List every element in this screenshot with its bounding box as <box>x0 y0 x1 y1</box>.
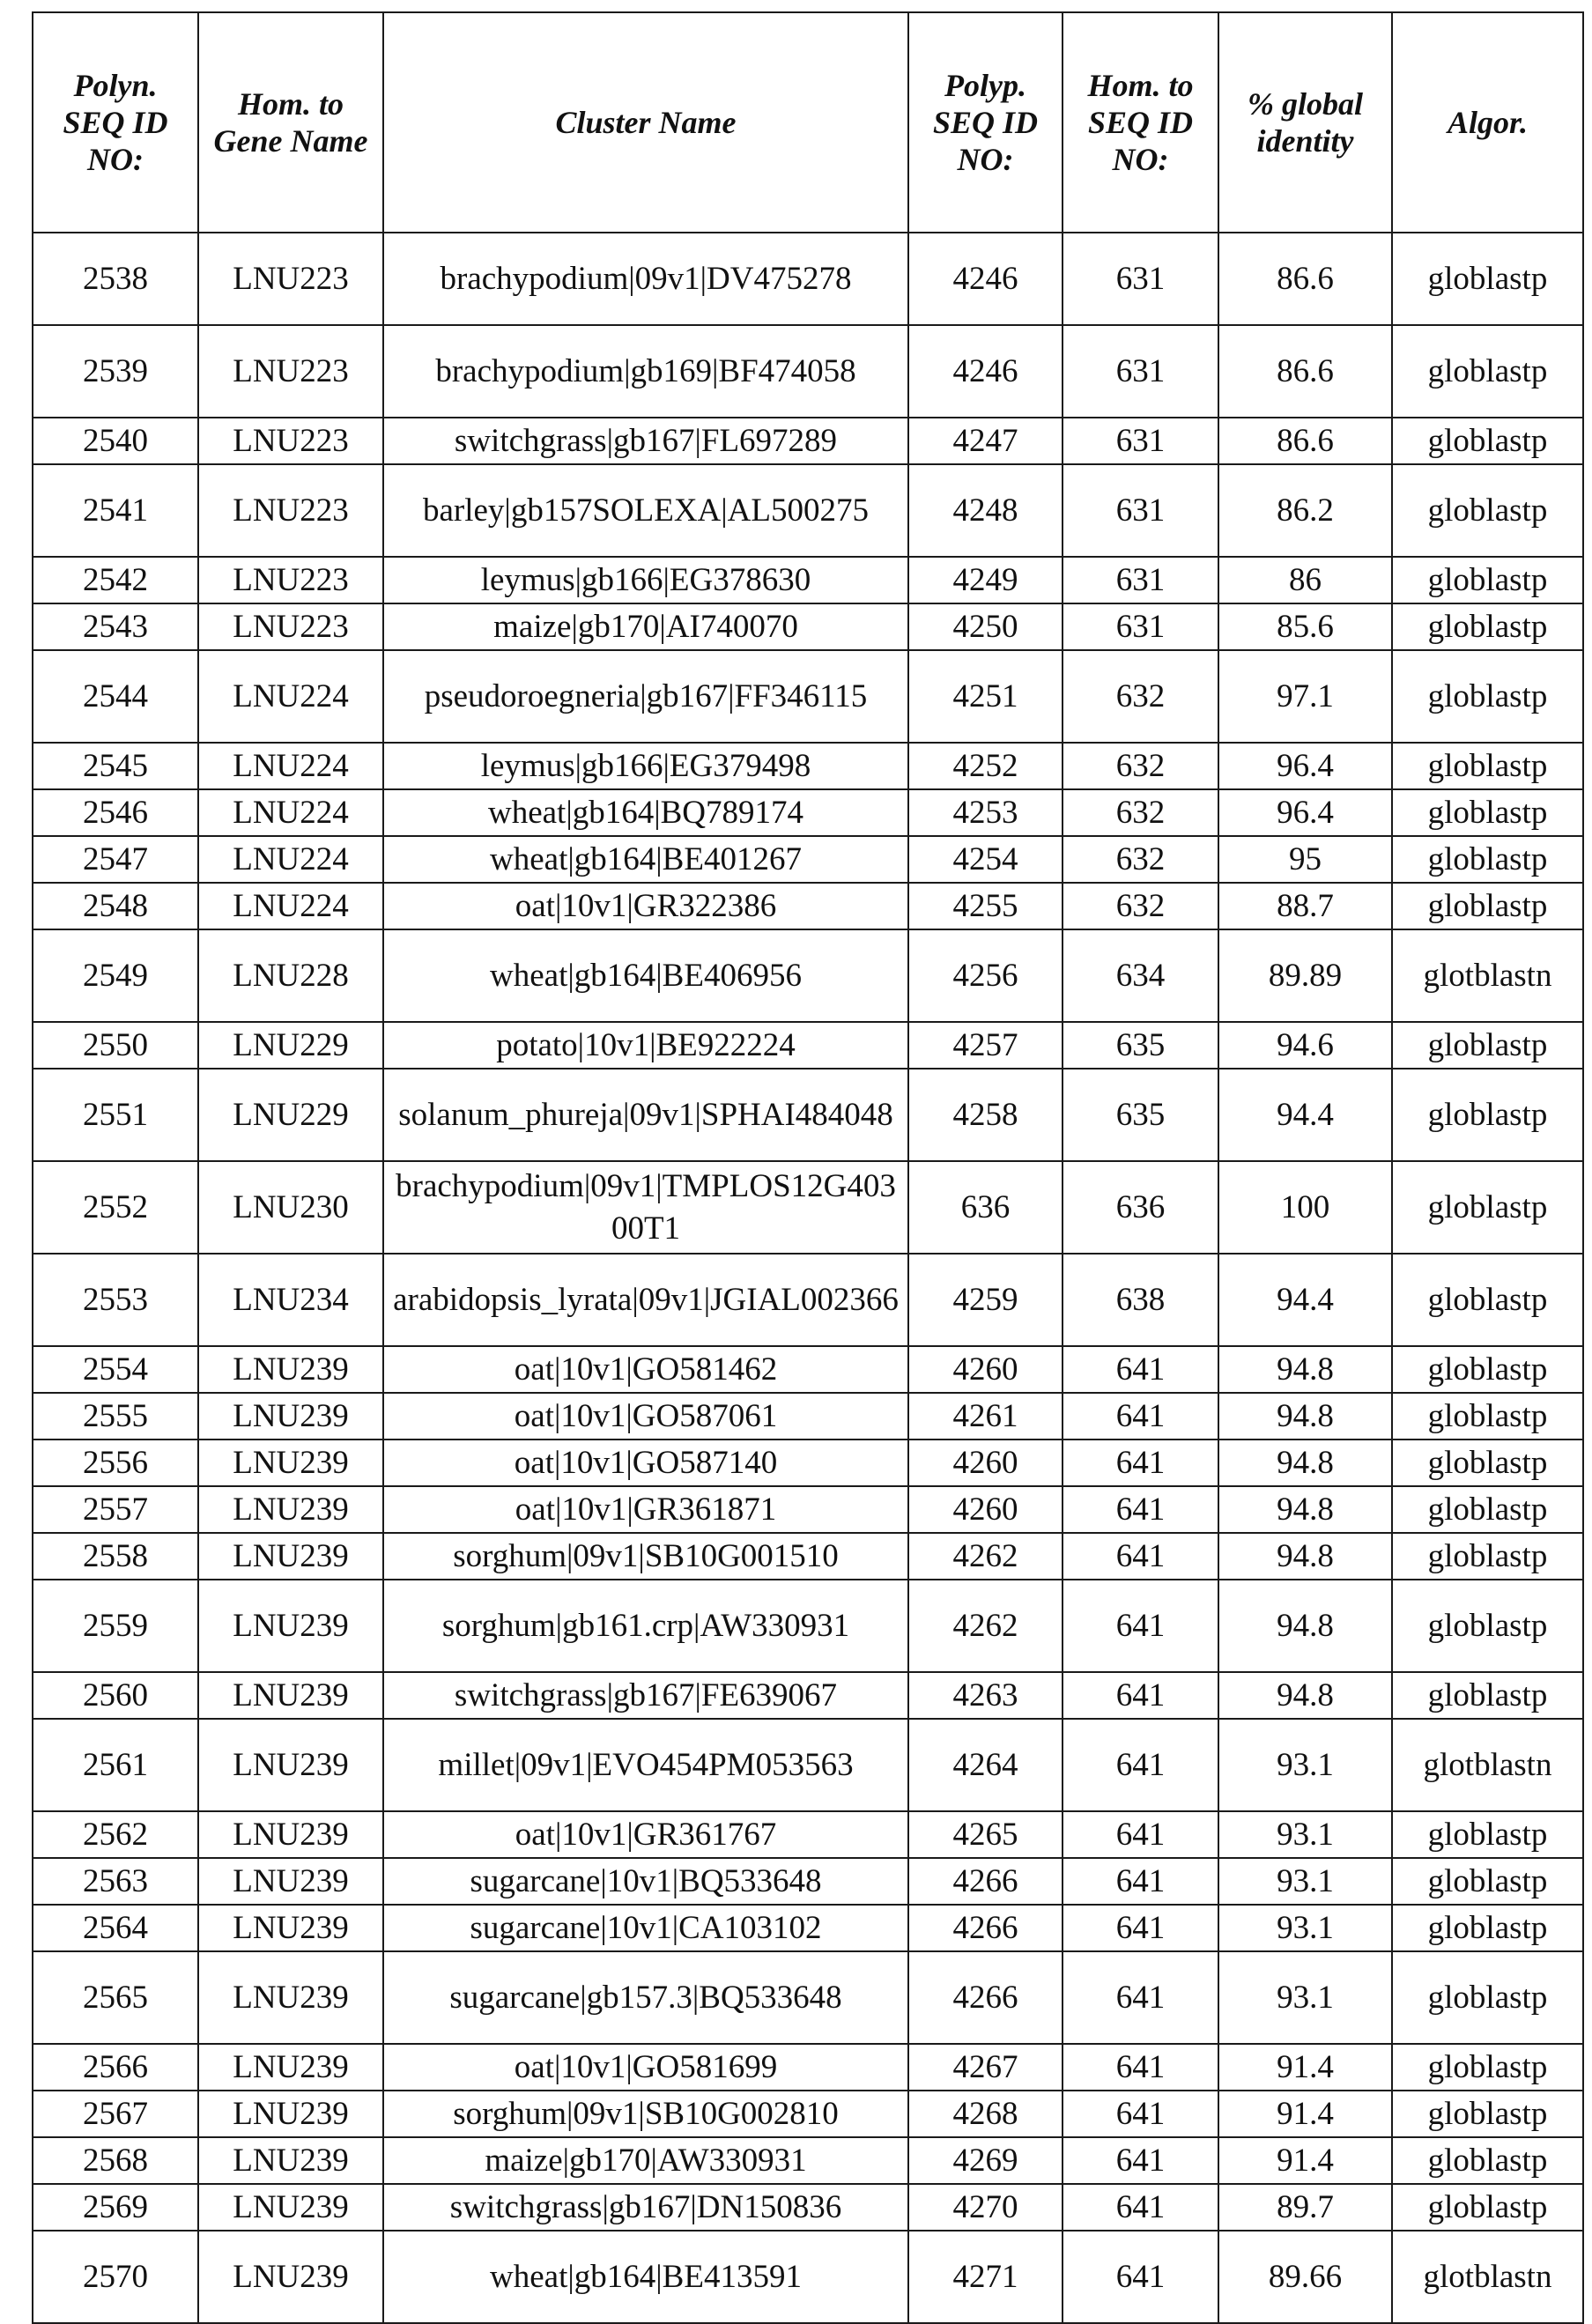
global-identity-cell: 88.7 <box>1218 883 1392 929</box>
gene-name-cell: LNU223 <box>198 418 383 464</box>
gene-name-cell: LNU224 <box>198 836 383 883</box>
cluster-name-cell: oat|10v1|GO587140 <box>383 1440 908 1486</box>
cluster-name-cell: oat|10v1|GO581462 <box>383 1346 908 1393</box>
hom-seq-id-cell: 641 <box>1063 1533 1218 1580</box>
table-row <box>33 1533 1583 1580</box>
hom-seq-id-cell: 632 <box>1063 650 1218 743</box>
polyp-seq-id-cell: 4258 <box>908 1069 1063 1161</box>
polyn-seq-id-cell: 2560 <box>33 1672 198 1719</box>
polyn-seq-id-cell: 2552 <box>33 1161 198 1254</box>
cluster-name-cell: wheat|gb164|BE401267 <box>383 836 908 883</box>
polyn-seq-id-cell: 2546 <box>33 789 198 836</box>
global-identity-cell: 86 <box>1218 557 1392 603</box>
gene-name-cell: LNU224 <box>198 883 383 929</box>
hom-seq-id-cell: 641 <box>1063 1858 1218 1905</box>
polyn-seq-id-cell: 2541 <box>33 464 198 557</box>
algorithm-cell: globlastp <box>1392 418 1583 464</box>
hom-seq-id-cell: 641 <box>1063 1486 1218 1533</box>
global-identity-cell: 86.6 <box>1218 233 1392 325</box>
cluster-name-cell: switchgrass|gb167|FL697289 <box>383 418 908 464</box>
polyp-seq-id-cell: 4264 <box>908 1719 1063 1811</box>
polyn-seq-id-cell: 2555 <box>33 1393 198 1440</box>
algorithm-cell: glotblastn <box>1392 1719 1583 1811</box>
polyp-seq-id-cell: 4266 <box>908 1951 1063 2044</box>
polyp-seq-id-cell: 4247 <box>908 418 1063 464</box>
polyn-seq-id-cell: 2566 <box>33 2044 198 2091</box>
polyp-seq-id-cell: 4251 <box>908 650 1063 743</box>
polyp-seq-id-cell: 4261 <box>908 1393 1063 1440</box>
hom-seq-id-cell: 641 <box>1063 2184 1218 2231</box>
global-identity-cell: 86.2 <box>1218 464 1392 557</box>
table-row <box>33 1719 1583 1811</box>
algorithm-cell: globlastp <box>1392 557 1583 603</box>
algorithm-cell: globlastp <box>1392 2184 1583 2231</box>
hom-seq-id-cell: 632 <box>1063 789 1218 836</box>
table-row <box>33 743 1583 789</box>
header-hom-seq-id: Hom. to SEQ ID NO: <box>1063 12 1218 233</box>
table-row <box>33 650 1583 743</box>
gene-name-cell: LNU223 <box>198 325 383 418</box>
polyn-seq-id-cell: 2563 <box>33 1858 198 1905</box>
polyp-seq-id-cell: 4271 <box>908 2231 1063 2323</box>
global-identity-cell: 96.4 <box>1218 789 1392 836</box>
polyn-seq-id-cell: 2565 <box>33 1951 198 2044</box>
gene-name-cell: LNU224 <box>198 650 383 743</box>
hom-seq-id-cell: 641 <box>1063 1672 1218 1719</box>
polyn-seq-id-cell: 2557 <box>33 1486 198 1533</box>
gene-name-cell: LNU223 <box>198 464 383 557</box>
gene-name-cell: LNU228 <box>198 929 383 1022</box>
header-polyp-seq-id: Polyp. SEQ ID NO: <box>908 12 1063 233</box>
polyp-seq-id-cell: 4262 <box>908 1580 1063 1672</box>
polyp-seq-id-cell: 4265 <box>908 1811 1063 1858</box>
hom-seq-id-cell: 641 <box>1063 1346 1218 1393</box>
cluster-name-cell: sugarcane|10v1|BQ533648 <box>383 1858 908 1905</box>
polyp-seq-id-cell: 4262 <box>908 1533 1063 1580</box>
cluster-name-cell: switchgrass|gb167|DN150836 <box>383 2184 908 2231</box>
algorithm-cell: globlastp <box>1392 1254 1583 1346</box>
table-row <box>33 1022 1583 1069</box>
cluster-name-cell: switchgrass|gb167|FE639067 <box>383 1672 908 1719</box>
algorithm-cell: glotblastn <box>1392 929 1583 1022</box>
header-row <box>33 12 1583 233</box>
hom-seq-id-cell: 631 <box>1063 603 1218 650</box>
algorithm-cell: globlastp <box>1392 1533 1583 1580</box>
table-row <box>33 1486 1583 1533</box>
cluster-name-cell: oat|10v1|GR322386 <box>383 883 908 929</box>
polyp-seq-id-cell: 4260 <box>908 1440 1063 1486</box>
algorithm-cell: globlastp <box>1392 1393 1583 1440</box>
polyp-seq-id-cell: 4267 <box>908 2044 1063 2091</box>
algorithm-cell: globlastp <box>1392 1858 1583 1905</box>
hom-seq-id-cell: 638 <box>1063 1254 1218 1346</box>
polyn-seq-id-cell: 2545 <box>33 743 198 789</box>
hom-seq-id-cell: 634 <box>1063 929 1218 1022</box>
polyp-seq-id-cell: 4268 <box>908 2091 1063 2137</box>
algorithm-cell: globlastp <box>1392 789 1583 836</box>
hom-seq-id-cell: 641 <box>1063 1440 1218 1486</box>
hom-seq-id-cell: 641 <box>1063 2091 1218 2137</box>
polyp-seq-id-cell: 4263 <box>908 1672 1063 1719</box>
global-identity-cell: 95 <box>1218 836 1392 883</box>
gene-name-cell: LNU234 <box>198 1254 383 1346</box>
cluster-name-cell: sugarcane|10v1|CA103102 <box>383 1905 908 1951</box>
cluster-name-cell: leymus|gb166|EG379498 <box>383 743 908 789</box>
gene-name-cell: LNU239 <box>198 1580 383 1672</box>
polyp-seq-id-cell: 636 <box>908 1161 1063 1254</box>
table-row <box>33 1811 1583 1858</box>
global-identity-cell: 94.8 <box>1218 1580 1392 1672</box>
gene-name-cell: LNU230 <box>198 1161 383 1254</box>
gene-name-cell: LNU239 <box>198 1811 383 1858</box>
global-identity-cell: 94.8 <box>1218 1346 1392 1393</box>
global-identity-cell: 97.1 <box>1218 650 1392 743</box>
algorithm-cell: globlastp <box>1392 2044 1583 2091</box>
polyn-seq-id-cell: 2550 <box>33 1022 198 1069</box>
cluster-name-cell: brachypodium|09v1|TMPLOS12G40300T1 <box>383 1161 908 1254</box>
table-row <box>33 325 1583 418</box>
algorithm-cell: globlastp <box>1392 1811 1583 1858</box>
gene-name-cell: LNU239 <box>198 2044 383 2091</box>
hom-seq-id-cell: 641 <box>1063 2044 1218 2091</box>
cluster-name-cell: wheat|gb164|BE406956 <box>383 929 908 1022</box>
algorithm-cell: globlastp <box>1392 1022 1583 1069</box>
polyp-seq-id-cell: 4259 <box>908 1254 1063 1346</box>
polyn-seq-id-cell: 2549 <box>33 929 198 1022</box>
cluster-name-cell: oat|10v1|GR361767 <box>383 1811 908 1858</box>
global-identity-cell: 89.66 <box>1218 2231 1392 2323</box>
table-row <box>33 233 1583 325</box>
gene-name-cell: LNU224 <box>198 789 383 836</box>
polyn-seq-id-cell: 2554 <box>33 1346 198 1393</box>
global-identity-cell: 91.4 <box>1218 2044 1392 2091</box>
header-cluster-name: Cluster Name <box>383 12 908 233</box>
hom-seq-id-cell: 641 <box>1063 2137 1218 2184</box>
polyp-seq-id-cell: 4269 <box>908 2137 1063 2184</box>
global-identity-cell: 100 <box>1218 1161 1392 1254</box>
header-gene-name: Hom. to Gene Name <box>198 12 383 233</box>
cluster-name-cell: potato|10v1|BE922224 <box>383 1022 908 1069</box>
header-polyn-seq-id: Polyn. SEQ ID NO: <box>33 12 198 233</box>
polyp-seq-id-cell: 4253 <box>908 789 1063 836</box>
polyp-seq-id-cell: 4256 <box>908 929 1063 1022</box>
cluster-name-cell: sorghum|09v1|SB10G001510 <box>383 1533 908 1580</box>
table-row <box>33 1346 1583 1393</box>
cluster-name-cell: brachypodium|gb169|BF474058 <box>383 325 908 418</box>
gene-name-cell: LNU239 <box>198 1672 383 1719</box>
table-row <box>33 1672 1583 1719</box>
table-row <box>33 2044 1583 2091</box>
table-row <box>33 1393 1583 1440</box>
polyn-seq-id-cell: 2553 <box>33 1254 198 1346</box>
table-row <box>33 603 1583 650</box>
table-row <box>33 1069 1583 1161</box>
cluster-name-cell: solanum_phureja|09v1|SPHAI484048 <box>383 1069 908 1161</box>
polyp-seq-id-cell: 4250 <box>908 603 1063 650</box>
algorithm-cell: globlastp <box>1392 836 1583 883</box>
algorithm-cell: globlastp <box>1392 1161 1583 1254</box>
cluster-name-cell: leymus|gb166|EG378630 <box>383 557 908 603</box>
global-identity-cell: 86.6 <box>1218 325 1392 418</box>
table-row <box>33 2184 1583 2231</box>
gene-name-cell: LNU239 <box>198 2184 383 2231</box>
gene-name-cell: LNU239 <box>198 1533 383 1580</box>
hom-seq-id-cell: 641 <box>1063 1811 1218 1858</box>
table-row <box>33 2231 1583 2323</box>
hom-seq-id-cell: 641 <box>1063 1393 1218 1440</box>
cluster-name-cell: brachypodium|09v1|DV475278 <box>383 233 908 325</box>
polyn-seq-id-cell: 2558 <box>33 1533 198 1580</box>
polyn-seq-id-cell: 2539 <box>33 325 198 418</box>
hom-seq-id-cell: 635 <box>1063 1069 1218 1161</box>
hom-seq-id-cell: 641 <box>1063 2231 1218 2323</box>
polyn-seq-id-cell: 2542 <box>33 557 198 603</box>
hom-seq-id-cell: 641 <box>1063 1719 1218 1811</box>
cluster-name-cell: wheat|gb164|BE413591 <box>383 2231 908 2323</box>
global-identity-cell: 91.4 <box>1218 2137 1392 2184</box>
hom-seq-id-cell: 641 <box>1063 1905 1218 1951</box>
table-row <box>33 464 1583 557</box>
table-row <box>33 1440 1583 1486</box>
algorithm-cell: globlastp <box>1392 1069 1583 1161</box>
algorithm-cell: globlastp <box>1392 743 1583 789</box>
polyp-seq-id-cell: 4260 <box>908 1346 1063 1393</box>
global-identity-cell: 94.8 <box>1218 1486 1392 1533</box>
polyp-seq-id-cell: 4254 <box>908 836 1063 883</box>
cluster-name-cell: sugarcane|gb157.3|BQ533648 <box>383 1951 908 2044</box>
cluster-name-cell: oat|10v1|GR361871 <box>383 1486 908 1533</box>
polyp-seq-id-cell: 4260 <box>908 1486 1063 1533</box>
polyp-seq-id-cell: 4266 <box>908 1905 1063 1951</box>
hom-seq-id-cell: 641 <box>1063 1951 1218 2044</box>
algorithm-cell: globlastp <box>1392 1440 1583 1486</box>
algorithm-cell: globlastp <box>1392 1905 1583 1951</box>
cluster-name-cell: maize|gb170|AI740070 <box>383 603 908 650</box>
cluster-name-cell: oat|10v1|GO581699 <box>383 2044 908 2091</box>
cluster-name-cell: wheat|gb164|BQ789174 <box>383 789 908 836</box>
cluster-name-cell: arabidopsis_lyrata|09v1|JGIAL002366 <box>383 1254 908 1346</box>
gene-name-cell: LNU239 <box>198 1393 383 1440</box>
algorithm-cell: globlastp <box>1392 464 1583 557</box>
table-row <box>33 789 1583 836</box>
cluster-name-cell: sorghum|gb161.crp|AW330931 <box>383 1580 908 1672</box>
algorithm-cell: globlastp <box>1392 325 1583 418</box>
gene-name-cell: LNU239 <box>198 2137 383 2184</box>
polyn-seq-id-cell: 2540 <box>33 418 198 464</box>
polyp-seq-id-cell: 4246 <box>908 325 1063 418</box>
hom-seq-id-cell: 632 <box>1063 883 1218 929</box>
algorithm-cell: globlastp <box>1392 1580 1583 1672</box>
global-identity-cell: 94.8 <box>1218 1393 1392 1440</box>
polyn-seq-id-cell: 2551 <box>33 1069 198 1161</box>
algorithm-cell: globlastp <box>1392 2091 1583 2137</box>
table-row <box>33 1858 1583 1905</box>
cluster-name-cell: millet|09v1|EVO454PM053563 <box>383 1719 908 1811</box>
global-identity-cell: 86.6 <box>1218 418 1392 464</box>
hom-seq-id-cell: 632 <box>1063 743 1218 789</box>
gene-name-cell: LNU224 <box>198 743 383 789</box>
header-global-identity: % global identity <box>1218 12 1392 233</box>
polyn-seq-id-cell: 2561 <box>33 1719 198 1811</box>
global-identity-cell: 93.1 <box>1218 1905 1392 1951</box>
cluster-name-cell: oat|10v1|GO587061 <box>383 1393 908 1440</box>
polyp-seq-id-cell: 4248 <box>908 464 1063 557</box>
table-row <box>33 1951 1583 2044</box>
gene-name-cell: LNU239 <box>198 1905 383 1951</box>
homologs-table <box>32 11 1584 2324</box>
gene-name-cell: LNU239 <box>198 2091 383 2137</box>
table-row <box>33 418 1583 464</box>
hom-seq-id-cell: 635 <box>1063 1022 1218 1069</box>
polyn-seq-id-cell: 2544 <box>33 650 198 743</box>
gene-name-cell: LNU239 <box>198 1346 383 1393</box>
polyn-seq-id-cell: 2569 <box>33 2184 198 2231</box>
gene-name-cell: LNU239 <box>198 1951 383 2044</box>
global-identity-cell: 85.6 <box>1218 603 1392 650</box>
hom-seq-id-cell: 631 <box>1063 418 1218 464</box>
hom-seq-id-cell: 631 <box>1063 233 1218 325</box>
algorithm-cell: globlastp <box>1392 2137 1583 2184</box>
algorithm-cell: globlastp <box>1392 603 1583 650</box>
global-identity-cell: 96.4 <box>1218 743 1392 789</box>
hom-seq-id-cell: 641 <box>1063 1580 1218 1672</box>
table-row <box>33 1254 1583 1346</box>
polyn-seq-id-cell: 2559 <box>33 1580 198 1672</box>
global-identity-cell: 94.8 <box>1218 1672 1392 1719</box>
polyp-seq-id-cell: 4252 <box>908 743 1063 789</box>
table-row <box>33 2091 1583 2137</box>
cluster-name-cell: sorghum|09v1|SB10G002810 <box>383 2091 908 2137</box>
gene-name-cell: LNU239 <box>198 1440 383 1486</box>
polyn-seq-id-cell: 2570 <box>33 2231 198 2323</box>
gene-name-cell: LNU239 <box>198 1719 383 1811</box>
gene-name-cell: LNU223 <box>198 603 383 650</box>
cluster-name-cell: pseudoroegneria|gb167|FF346115 <box>383 650 908 743</box>
global-identity-cell: 93.1 <box>1218 1858 1392 1905</box>
global-identity-cell: 89.7 <box>1218 2184 1392 2231</box>
table-row <box>33 557 1583 603</box>
algorithm-cell: globlastp <box>1392 1486 1583 1533</box>
hom-seq-id-cell: 636 <box>1063 1161 1218 1254</box>
gene-name-cell: LNU229 <box>198 1022 383 1069</box>
hom-seq-id-cell: 631 <box>1063 557 1218 603</box>
polyn-seq-id-cell: 2556 <box>33 1440 198 1486</box>
gene-name-cell: LNU223 <box>198 557 383 603</box>
header-algorithm: Algor. <box>1392 12 1583 233</box>
table-row <box>33 929 1583 1022</box>
gene-name-cell: LNU239 <box>198 2231 383 2323</box>
table-row <box>33 1580 1583 1672</box>
table-row <box>33 883 1583 929</box>
table-row <box>33 2137 1583 2184</box>
table-row <box>33 1161 1583 1254</box>
polyn-seq-id-cell: 2562 <box>33 1811 198 1858</box>
global-identity-cell: 94.6 <box>1218 1022 1392 1069</box>
polyn-seq-id-cell: 2547 <box>33 836 198 883</box>
global-identity-cell: 94.4 <box>1218 1254 1392 1346</box>
global-identity-cell: 94.8 <box>1218 1440 1392 1486</box>
algorithm-cell: globlastp <box>1392 650 1583 743</box>
polyn-seq-id-cell: 2567 <box>33 2091 198 2137</box>
gene-name-cell: LNU223 <box>198 233 383 325</box>
algorithm-cell: globlastp <box>1392 1346 1583 1393</box>
global-identity-cell: 93.1 <box>1218 1951 1392 2044</box>
hom-seq-id-cell: 631 <box>1063 325 1218 418</box>
polyp-seq-id-cell: 4270 <box>908 2184 1063 2231</box>
algorithm-cell: globlastp <box>1392 883 1583 929</box>
hom-seq-id-cell: 631 <box>1063 464 1218 557</box>
table-row <box>33 1905 1583 1951</box>
polyp-seq-id-cell: 4246 <box>908 233 1063 325</box>
cluster-name-cell: maize|gb170|AW330931 <box>383 2137 908 2184</box>
gene-name-cell: LNU239 <box>198 1486 383 1533</box>
gene-name-cell: LNU239 <box>198 1858 383 1905</box>
polyn-seq-id-cell: 2543 <box>33 603 198 650</box>
algorithm-cell: glotblastn <box>1392 2231 1583 2323</box>
polyp-seq-id-cell: 4249 <box>908 557 1063 603</box>
polyp-seq-id-cell: 4257 <box>908 1022 1063 1069</box>
table-body <box>33 233 1583 2323</box>
polyn-seq-id-cell: 2538 <box>33 233 198 325</box>
global-identity-cell: 94.4 <box>1218 1069 1392 1161</box>
cluster-name-cell: barley|gb157SOLEXA|AL500275 <box>383 464 908 557</box>
polyn-seq-id-cell: 2564 <box>33 1905 198 1951</box>
hom-seq-id-cell: 632 <box>1063 836 1218 883</box>
table-row <box>33 836 1583 883</box>
polyp-seq-id-cell: 4266 <box>908 1858 1063 1905</box>
gene-name-cell: LNU229 <box>198 1069 383 1161</box>
polyn-seq-id-cell: 2548 <box>33 883 198 929</box>
algorithm-cell: globlastp <box>1392 1951 1583 2044</box>
polyn-seq-id-cell: 2568 <box>33 2137 198 2184</box>
algorithm-cell: globlastp <box>1392 1672 1583 1719</box>
global-identity-cell: 93.1 <box>1218 1811 1392 1858</box>
global-identity-cell: 91.4 <box>1218 2091 1392 2137</box>
global-identity-cell: 94.8 <box>1218 1533 1392 1580</box>
global-identity-cell: 89.89 <box>1218 929 1392 1022</box>
global-identity-cell: 93.1 <box>1218 1719 1392 1811</box>
polyp-seq-id-cell: 4255 <box>908 883 1063 929</box>
algorithm-cell: globlastp <box>1392 233 1583 325</box>
